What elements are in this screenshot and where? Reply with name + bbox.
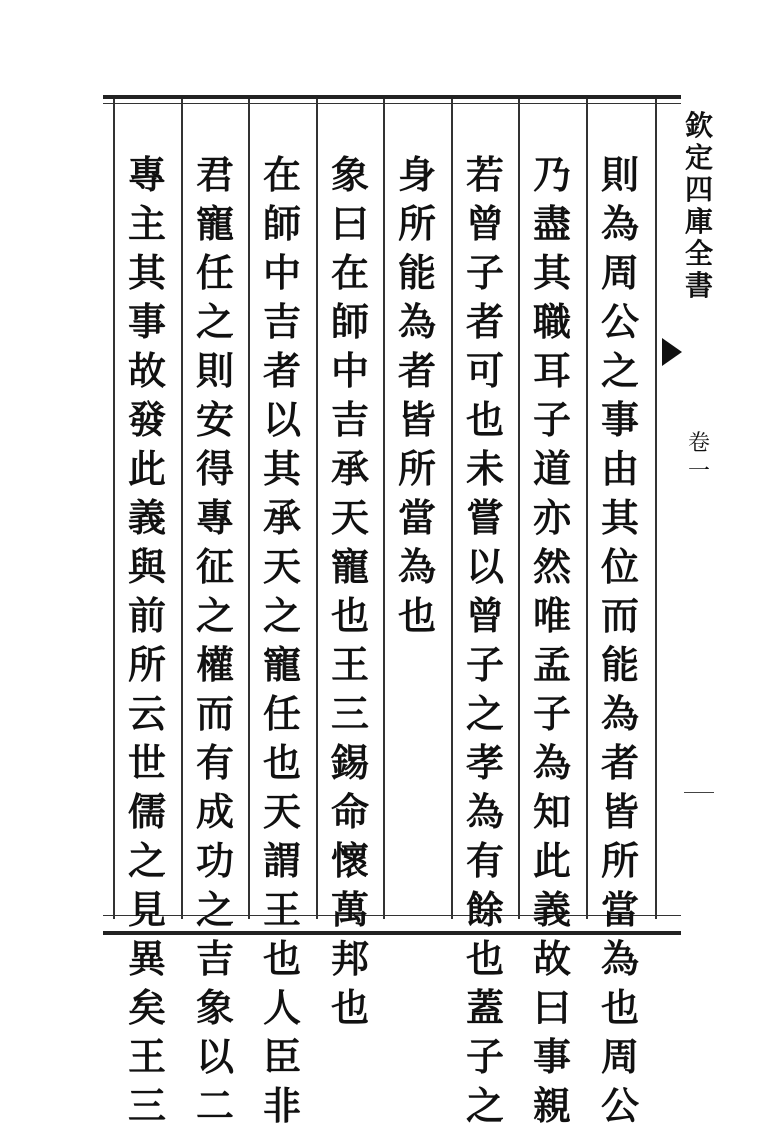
- character: 所: [397, 201, 436, 246]
- character: 三: [330, 691, 369, 736]
- character: 中: [262, 250, 301, 295]
- character: 事: [127, 299, 166, 344]
- fish-tail-mark-icon: [662, 338, 682, 366]
- character: 之: [600, 348, 639, 393]
- character: 孝: [465, 740, 504, 785]
- character: 職: [532, 299, 571, 344]
- character: 王: [262, 887, 301, 932]
- volume-label: [684, 430, 714, 486]
- character: 象: [195, 985, 234, 1030]
- text-column-7: [185, 150, 245, 1130]
- character: 為: [600, 691, 639, 736]
- character: 得: [195, 446, 234, 491]
- character: 庫: [684, 205, 713, 238]
- character: 也: [600, 985, 639, 1030]
- column-rule: [316, 99, 318, 919]
- character: 承: [330, 446, 369, 491]
- character: 之: [195, 299, 234, 344]
- character: 則: [600, 152, 639, 197]
- character: 見: [127, 887, 166, 932]
- text-column-3: [455, 150, 515, 1130]
- character: 故: [532, 936, 571, 981]
- character: 象: [330, 152, 369, 197]
- character: 其: [262, 446, 301, 491]
- character: 也: [262, 936, 301, 981]
- character: 能: [600, 642, 639, 687]
- character: 權: [195, 642, 234, 687]
- character: 則: [195, 348, 234, 393]
- text-column-8: [117, 150, 177, 1130]
- character: 未: [465, 446, 504, 491]
- character: 天: [330, 495, 369, 540]
- character: 也: [397, 593, 436, 638]
- character: 任: [195, 250, 234, 295]
- character: 也: [330, 985, 369, 1030]
- character: 子: [465, 1034, 504, 1079]
- character: 也: [262, 740, 301, 785]
- character: 非: [262, 1083, 301, 1128]
- character: 知: [532, 789, 571, 834]
- character: 義: [532, 887, 571, 932]
- character: 吉: [262, 299, 301, 344]
- character: 一: [687, 459, 710, 484]
- character: 發: [127, 397, 166, 442]
- character: 寵: [262, 642, 301, 687]
- character: 之: [465, 1083, 504, 1128]
- character: 嘗: [465, 495, 504, 540]
- character: 子: [532, 397, 571, 442]
- character: 之: [465, 691, 504, 736]
- character: 師: [330, 299, 369, 344]
- character: 矣: [127, 985, 166, 1030]
- character: 懷: [330, 838, 369, 883]
- character: 者: [465, 299, 504, 344]
- character: 為: [600, 201, 639, 246]
- character: 皆: [397, 397, 436, 442]
- character: 為: [397, 299, 436, 344]
- character: 親: [532, 1083, 571, 1128]
- character: 之: [127, 838, 166, 883]
- character: 邦: [330, 936, 369, 981]
- character: 承: [262, 495, 301, 540]
- character: 為: [600, 936, 639, 981]
- character: 者: [397, 348, 436, 393]
- character: 全: [684, 237, 713, 270]
- frame-top-rule: [103, 103, 681, 104]
- character: 臣: [262, 1034, 301, 1079]
- character: 子: [465, 250, 504, 295]
- character: 所: [600, 838, 639, 883]
- character: 此: [532, 838, 571, 883]
- character: 身: [397, 152, 436, 197]
- character: 寵: [330, 544, 369, 589]
- character: 定: [684, 141, 713, 174]
- character: 盡: [532, 201, 571, 246]
- character: 在: [262, 152, 301, 197]
- character: 以: [262, 397, 301, 442]
- character: 也: [465, 397, 504, 442]
- character: 事: [600, 397, 639, 442]
- character: 謂: [262, 838, 301, 883]
- character: 位: [600, 544, 639, 589]
- column-rule: [181, 99, 183, 919]
- character: 所: [397, 446, 436, 491]
- character: 之: [262, 593, 301, 638]
- character: 者: [262, 348, 301, 393]
- column-rule: [586, 99, 588, 919]
- character: 道: [532, 446, 571, 491]
- character: 任: [262, 691, 301, 736]
- character: 儒: [127, 789, 166, 834]
- character: 此: [127, 446, 166, 491]
- character: 師: [262, 201, 301, 246]
- character: 當: [397, 495, 436, 540]
- character: 有: [465, 838, 504, 883]
- character: 其: [127, 250, 166, 295]
- character: 君: [195, 152, 234, 197]
- character: 由: [600, 446, 639, 491]
- column-rule: [518, 99, 520, 919]
- character: 專: [127, 152, 166, 197]
- character: 吉: [195, 936, 234, 981]
- book-title-margin: [684, 110, 714, 302]
- character: 然: [532, 544, 571, 589]
- character: 萬: [330, 887, 369, 932]
- column-rule: [113, 99, 115, 919]
- character: 事: [532, 1034, 571, 1079]
- character: 可: [465, 348, 504, 393]
- character: 公: [600, 1083, 639, 1128]
- character: 蓋: [465, 985, 504, 1030]
- character: 耳: [532, 348, 571, 393]
- character: 子: [532, 691, 571, 736]
- character: 專: [195, 495, 234, 540]
- character: 餘: [465, 887, 504, 932]
- character: 為: [532, 740, 571, 785]
- character: 曾: [465, 201, 504, 246]
- character: 乃: [532, 152, 571, 197]
- character: 之: [195, 887, 234, 932]
- character: 世: [127, 740, 166, 785]
- character: 曰: [532, 985, 571, 1030]
- character: 者: [600, 740, 639, 785]
- character: 天: [262, 789, 301, 834]
- character: 亦: [532, 495, 571, 540]
- character: 成: [195, 789, 234, 834]
- character: 也: [465, 936, 504, 981]
- character: 以: [465, 544, 504, 589]
- margin-divider: [684, 792, 714, 793]
- character: 周: [600, 1034, 639, 1079]
- character: 為: [465, 789, 504, 834]
- character: 功: [195, 838, 234, 883]
- character: 曰: [330, 201, 369, 246]
- character: 而: [195, 691, 234, 736]
- character: 三: [127, 1083, 166, 1128]
- character: 所: [127, 642, 166, 687]
- character: 命: [330, 789, 369, 834]
- text-column-2: [522, 150, 582, 1130]
- character: 之: [195, 593, 234, 638]
- character: 中: [330, 348, 369, 393]
- character: 皆: [600, 789, 639, 834]
- character: 前: [127, 593, 166, 638]
- character: 而: [600, 593, 639, 638]
- character: 王: [330, 642, 369, 687]
- text-column-4: [387, 150, 447, 640]
- text-column-5: [320, 150, 380, 1032]
- character: 吉: [330, 397, 369, 442]
- character: 欽: [684, 109, 713, 142]
- character: 周: [600, 250, 639, 295]
- character: 錫: [330, 740, 369, 785]
- character: 子: [465, 642, 504, 687]
- character: 也: [330, 593, 369, 638]
- character: 寵: [195, 201, 234, 246]
- character: 安: [195, 397, 234, 442]
- column-rule: [383, 99, 385, 919]
- character: 云: [127, 691, 166, 736]
- character: 義: [127, 495, 166, 540]
- character: 為: [397, 544, 436, 589]
- character: 唯: [532, 593, 571, 638]
- character: 主: [127, 201, 166, 246]
- character: 若: [465, 152, 504, 197]
- text-column-6: [252, 150, 312, 1130]
- character: 其: [532, 250, 571, 295]
- character: 曾: [465, 593, 504, 638]
- character: 卷: [687, 431, 710, 456]
- column-rule: [655, 99, 657, 919]
- character: 故: [127, 348, 166, 393]
- text-column-1: [590, 150, 650, 1130]
- character: 以: [195, 1034, 234, 1079]
- character: 與: [127, 544, 166, 589]
- character: 王: [127, 1034, 166, 1079]
- character: 公: [600, 299, 639, 344]
- column-rule: [451, 99, 453, 919]
- character: 有: [195, 740, 234, 785]
- character: 征: [195, 544, 234, 589]
- column-rule: [248, 99, 250, 919]
- character: 能: [397, 250, 436, 295]
- character: 異: [127, 936, 166, 981]
- character: 四: [684, 173, 713, 206]
- character: 當: [600, 887, 639, 932]
- character: 天: [262, 544, 301, 589]
- character: 二: [195, 1083, 234, 1128]
- character: 孟: [532, 642, 571, 687]
- character: 人: [262, 985, 301, 1030]
- character: 在: [330, 250, 369, 295]
- character: 書: [684, 269, 713, 302]
- character: 其: [600, 495, 639, 540]
